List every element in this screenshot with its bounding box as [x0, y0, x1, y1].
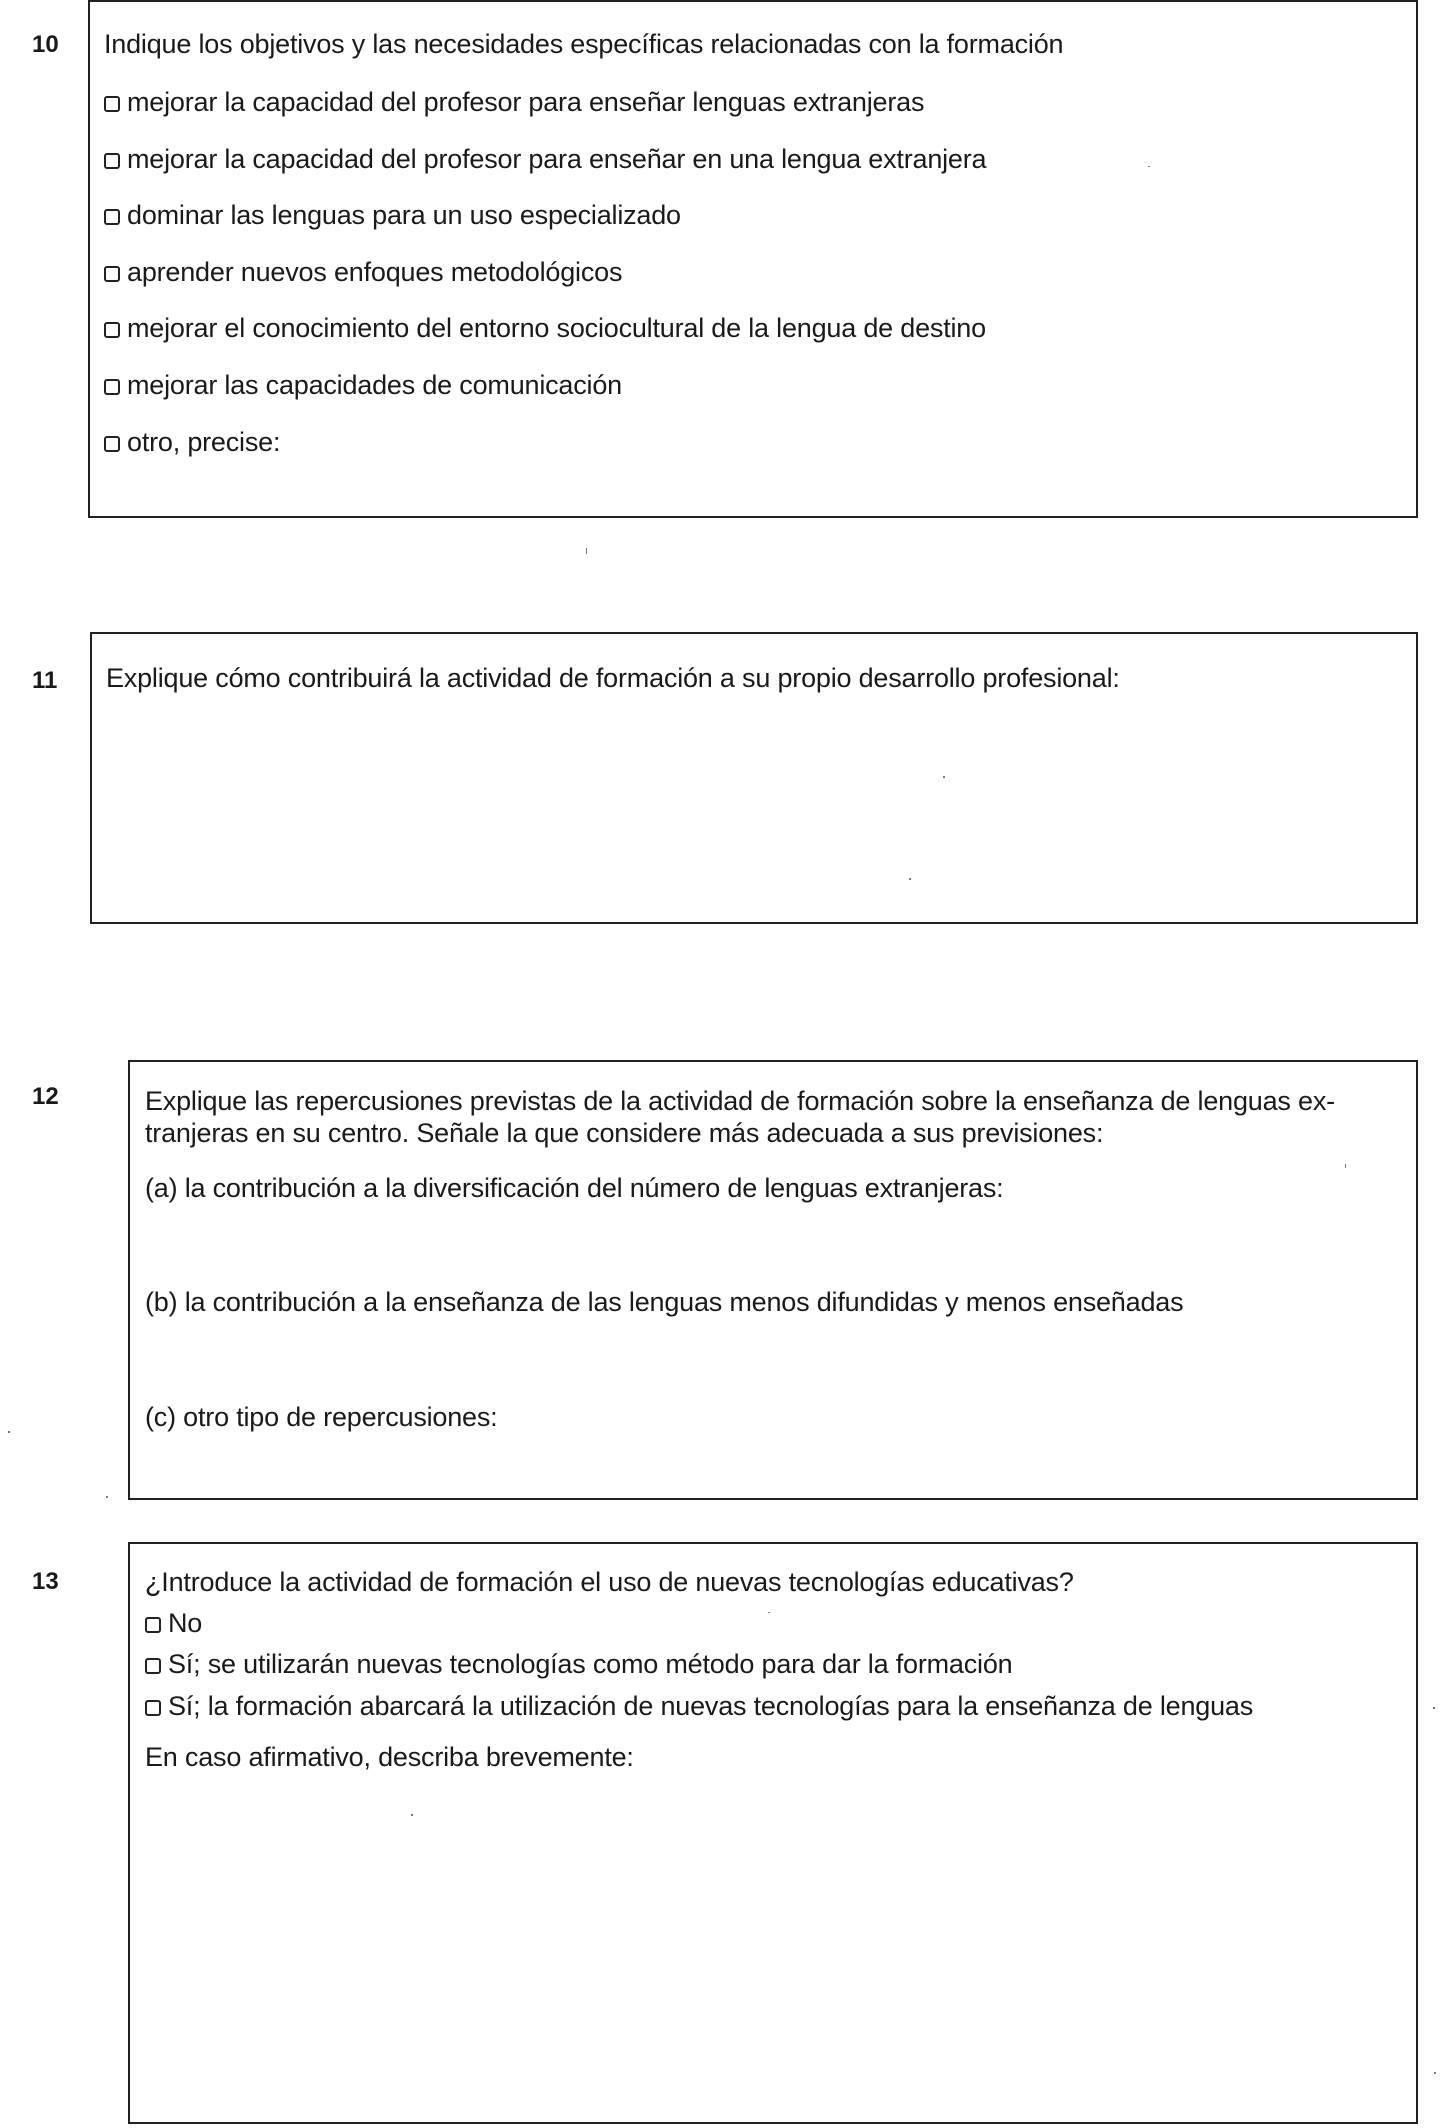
question-number-11: 11	[32, 667, 58, 694]
question-11-prompt: Explique cómo contribuirá la actividad de formación a su propio desarrollo profesional:	[106, 663, 1120, 693]
option-label: mejorar las capacidades de comunicación	[127, 370, 622, 400]
scan-speck	[586, 548, 587, 554]
scan-speck	[1434, 2072, 1436, 2074]
scan-speck	[411, 1814, 413, 1816]
question-10-prompt: Indique los objetivos y las necesidades específicas relacionadas con la formación	[104, 29, 1064, 59]
option-label: mejorar la capacidad del profesor para enseñar en una lengua extranjera	[127, 144, 987, 174]
checkbox[interactable]	[145, 1700, 161, 1716]
option-row[interactable]	[145, 1607, 202, 1639]
scan-speck	[8, 1431, 10, 1433]
scan-speck	[1345, 1164, 1346, 1168]
option-row[interactable]	[104, 143, 986, 175]
option-label: dominar las lenguas para un uso especializado	[127, 200, 681, 230]
option-label: Sí; la formación abarcará la utilización de nuevas tecnologías para la enseñanza de lenguas	[168, 1691, 1254, 1721]
checkbox[interactable]	[104, 153, 120, 169]
option-row[interactable]	[104, 369, 622, 401]
question-number-13: 13	[32, 1568, 59, 1595]
question-13-followup: En caso afirmativo, describa brevemente:	[145, 1742, 634, 1772]
option-row[interactable]	[104, 199, 681, 231]
question-number-12: 12	[32, 1083, 59, 1110]
question-12-prompt-line-2: tranjeras en su centro. Señale la que considere más adecuada a sus previsiones:	[145, 1118, 1104, 1148]
question-12-item-a: (a) la contribución a la diversificación del número de lenguas extranjeras:	[145, 1173, 1004, 1203]
option-row[interactable]	[145, 1690, 1253, 1722]
checkbox[interactable]	[145, 1617, 161, 1633]
checkbox[interactable]	[104, 209, 120, 225]
checkbox[interactable]	[104, 96, 120, 112]
scan-speck	[1148, 166, 1150, 167]
question-12-prompt-line-1: Explique las repercusiones previstas de la actividad de formación sobre la enseñanza de lenguas ex-	[145, 1086, 1335, 1116]
question-12-item-b: (b) la contribución a la enseñanza de las lenguas menos difundidas y menos enseñadas	[145, 1287, 1184, 1317]
option-label: mejorar la capacidad del profesor para enseñar lenguas extranjeras	[127, 87, 925, 117]
option-row[interactable]	[104, 426, 280, 458]
checkbox[interactable]	[104, 322, 120, 338]
checkbox[interactable]	[104, 436, 120, 452]
option-row[interactable]	[145, 1648, 1012, 1680]
scan-speck	[943, 776, 945, 778]
option-label: No	[168, 1608, 203, 1638]
option-label: aprender nuevos enfoques metodológicos	[127, 257, 623, 287]
option-row[interactable]	[104, 86, 924, 118]
scan-speck	[106, 1496, 108, 1498]
scan-speck	[1433, 1707, 1435, 1709]
question-13-box	[128, 1542, 1418, 2124]
question-12-item-c: (c) otro tipo de repercusiones:	[145, 1402, 498, 1432]
scan-speck	[909, 878, 911, 880]
checkbox[interactable]	[145, 1658, 161, 1674]
scan-speck	[768, 1612, 770, 1613]
question-13-prompt: ¿Introduce la actividad de formación el uso de nuevas tecnologías educativas?	[145, 1567, 1074, 1597]
checkbox[interactable]	[104, 379, 120, 395]
checkbox[interactable]	[104, 266, 120, 282]
option-row[interactable]	[104, 256, 622, 288]
question-number-10: 10	[32, 31, 59, 58]
option-label: Sí; se utilizarán nuevas tecnologías como método para dar la formación	[168, 1649, 1013, 1679]
option-row[interactable]	[104, 312, 986, 344]
option-label: mejorar el conocimiento del entorno sociocultural de la lengua de destino	[127, 313, 986, 343]
option-label: otro, precise:	[127, 427, 281, 457]
